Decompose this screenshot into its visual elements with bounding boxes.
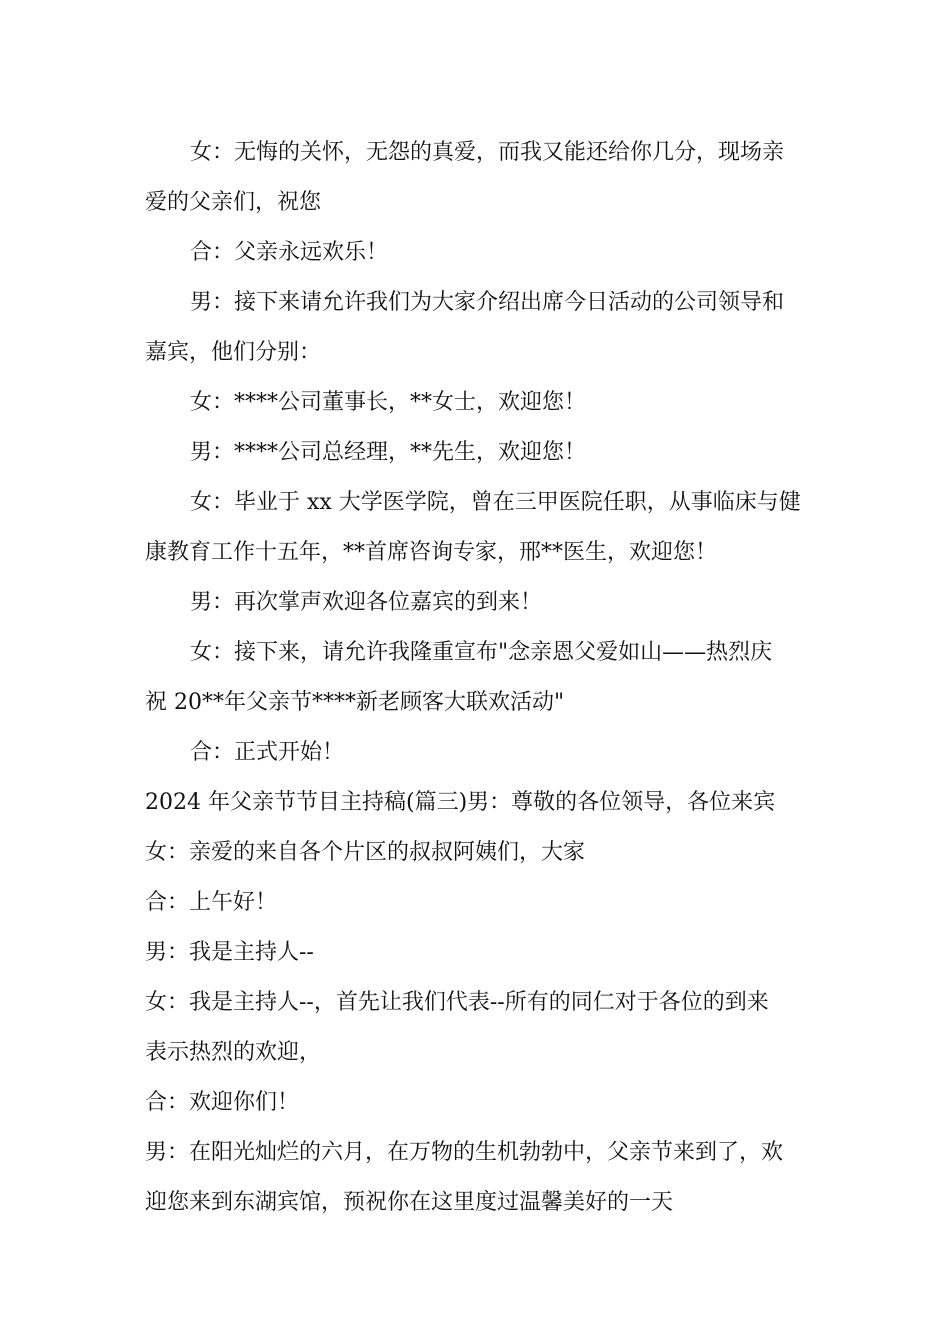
text-line: 合：欢迎你们！ — [145, 1090, 300, 1115]
text-line: 女：无悔的关怀，无怨的真爱，而我又能还给你几分，现场亲 — [190, 140, 785, 165]
text-line: 女：亲爱的来自各个片区的叔叔阿姨们，大家 — [145, 840, 586, 865]
paragraph — [145, 1078, 810, 1128]
paragraph — [145, 578, 810, 628]
paragraph — [145, 928, 810, 978]
text-line: 表示热烈的欢迎， — [145, 1040, 322, 1065]
document-body — [145, 128, 810, 1228]
text-line: 男：****公司总经理，**先生，欢迎您！ — [190, 440, 587, 465]
paragraph — [145, 378, 810, 428]
text-line: 祝 20**年父亲节****新老顾客大联欢活动" — [145, 690, 565, 715]
text-line: 爱的父亲们，祝您 — [145, 190, 322, 215]
text-line: 迎您来到东湖宾馆，预祝你在这里度过温馨美好的一天 — [145, 1190, 674, 1215]
text-line: 康教育工作十五年，**首席咨询专家，邢**医生，欢迎您！ — [145, 540, 718, 565]
text-line: 女：接下来，请允许我隆重宣布"念亲恩父爱如山——热烈庆 — [190, 640, 773, 665]
text-line: 2024 年父亲节节目主持稿(篇三)男：尊敬的各位领导，各位来宾 — [145, 790, 776, 815]
text-line: 男：再次掌声欢迎各位嘉宾的到来！ — [190, 590, 543, 615]
text-line: 女：我是主持人--，首先让我们代表--所有的同仁对于各位的到来 — [145, 990, 769, 1015]
paragraph — [145, 1128, 810, 1228]
text-line: 男：我是主持人-- — [145, 940, 314, 965]
text-line: 合：上午好！ — [145, 890, 278, 915]
paragraph — [145, 228, 810, 278]
paragraph — [145, 978, 810, 1078]
paragraph — [145, 628, 810, 728]
paragraph — [145, 728, 810, 778]
text-line: 男：在阳光灿烂的六月，在万物的生机勃勃中，父亲节来到了，欢 — [145, 1140, 784, 1165]
text-line: 男：接下来请允许我们为大家介绍出席今日活动的公司领导和 — [190, 290, 785, 315]
text-line: 嘉宾，他们分别： — [145, 340, 322, 365]
paragraph — [145, 128, 810, 228]
paragraph — [145, 478, 810, 578]
paragraph — [145, 278, 810, 378]
paragraph — [145, 878, 810, 928]
text-line: 女：****公司董事长，**女士，欢迎您！ — [190, 390, 587, 415]
paragraph — [145, 428, 810, 478]
paragraph — [145, 828, 810, 878]
text-line: 合：父亲永远欢乐！ — [190, 240, 389, 265]
text-line: 合：正式开始！ — [190, 740, 345, 765]
text-line: 女：毕业于 xx 大学医学院，曾在三甲医院任职，从事临床与健 — [190, 490, 801, 515]
section-heading-paragraph — [145, 778, 810, 828]
